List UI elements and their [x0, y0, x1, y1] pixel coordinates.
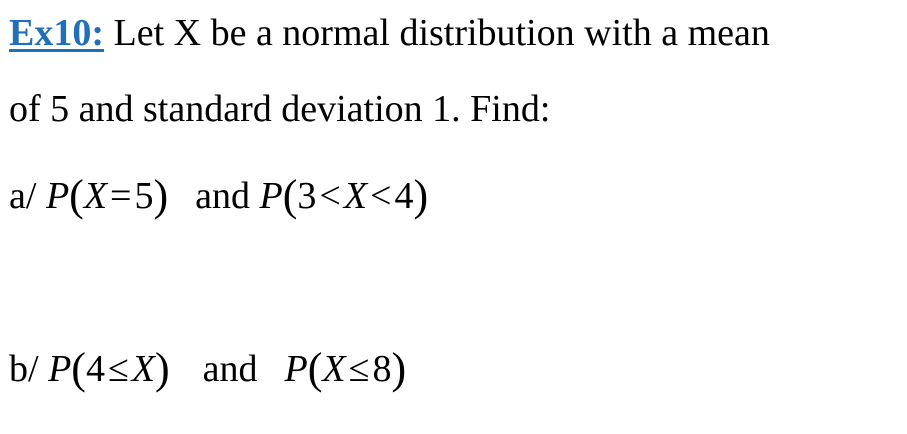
- close-paren: ): [413, 171, 429, 220]
- part-b: [9, 344, 407, 393]
- probability-function: P: [48, 348, 72, 390]
- operator: =: [110, 175, 132, 217]
- random-variable: X: [343, 175, 368, 217]
- value: 5: [134, 175, 154, 217]
- exercise-label: Ex10:: [9, 12, 104, 54]
- operator: ≤: [348, 348, 370, 390]
- close-paren: ): [391, 344, 407, 393]
- open-paren: (: [71, 344, 86, 393]
- close-paren: ): [153, 171, 169, 220]
- exercise-intro-line-2: [9, 90, 550, 128]
- lower-bound: 3: [297, 175, 317, 217]
- operator: ≤: [107, 348, 129, 390]
- part-a-prefix: a/: [9, 175, 37, 217]
- random-variable: X: [322, 348, 346, 390]
- part-a-connector: and: [195, 175, 250, 217]
- random-variable: X: [131, 348, 156, 390]
- random-variable: X: [83, 175, 108, 217]
- probability-function: P: [259, 175, 283, 217]
- part-b-expression-2: [284, 344, 407, 393]
- operator: <: [319, 175, 341, 217]
- part-a-expression-1: [45, 171, 169, 220]
- exercise-intro-text-2: of 5 and standard deviation 1. Find:: [9, 88, 551, 130]
- part-b-prefix: b/: [9, 348, 39, 390]
- upper-bound: 4: [394, 175, 414, 217]
- open-paren: (: [307, 344, 323, 393]
- part-b-connector: and: [202, 348, 258, 390]
- lower-bound: 4: [85, 348, 105, 390]
- part-b-expression-1: [48, 344, 170, 393]
- operator: <: [370, 175, 392, 217]
- upper-bound: 8: [372, 348, 392, 390]
- part-a: [9, 171, 429, 220]
- open-paren: (: [282, 171, 298, 220]
- part-a-expression-2: [259, 171, 429, 220]
- exercise-intro-line-1: [9, 14, 770, 52]
- exercise-intro-text-1: Let X be a normal distribution with a mean: [104, 12, 770, 54]
- probability-function: P: [284, 348, 308, 390]
- close-paren: ): [155, 344, 170, 393]
- open-paren: (: [69, 171, 84, 220]
- probability-function: P: [45, 175, 70, 217]
